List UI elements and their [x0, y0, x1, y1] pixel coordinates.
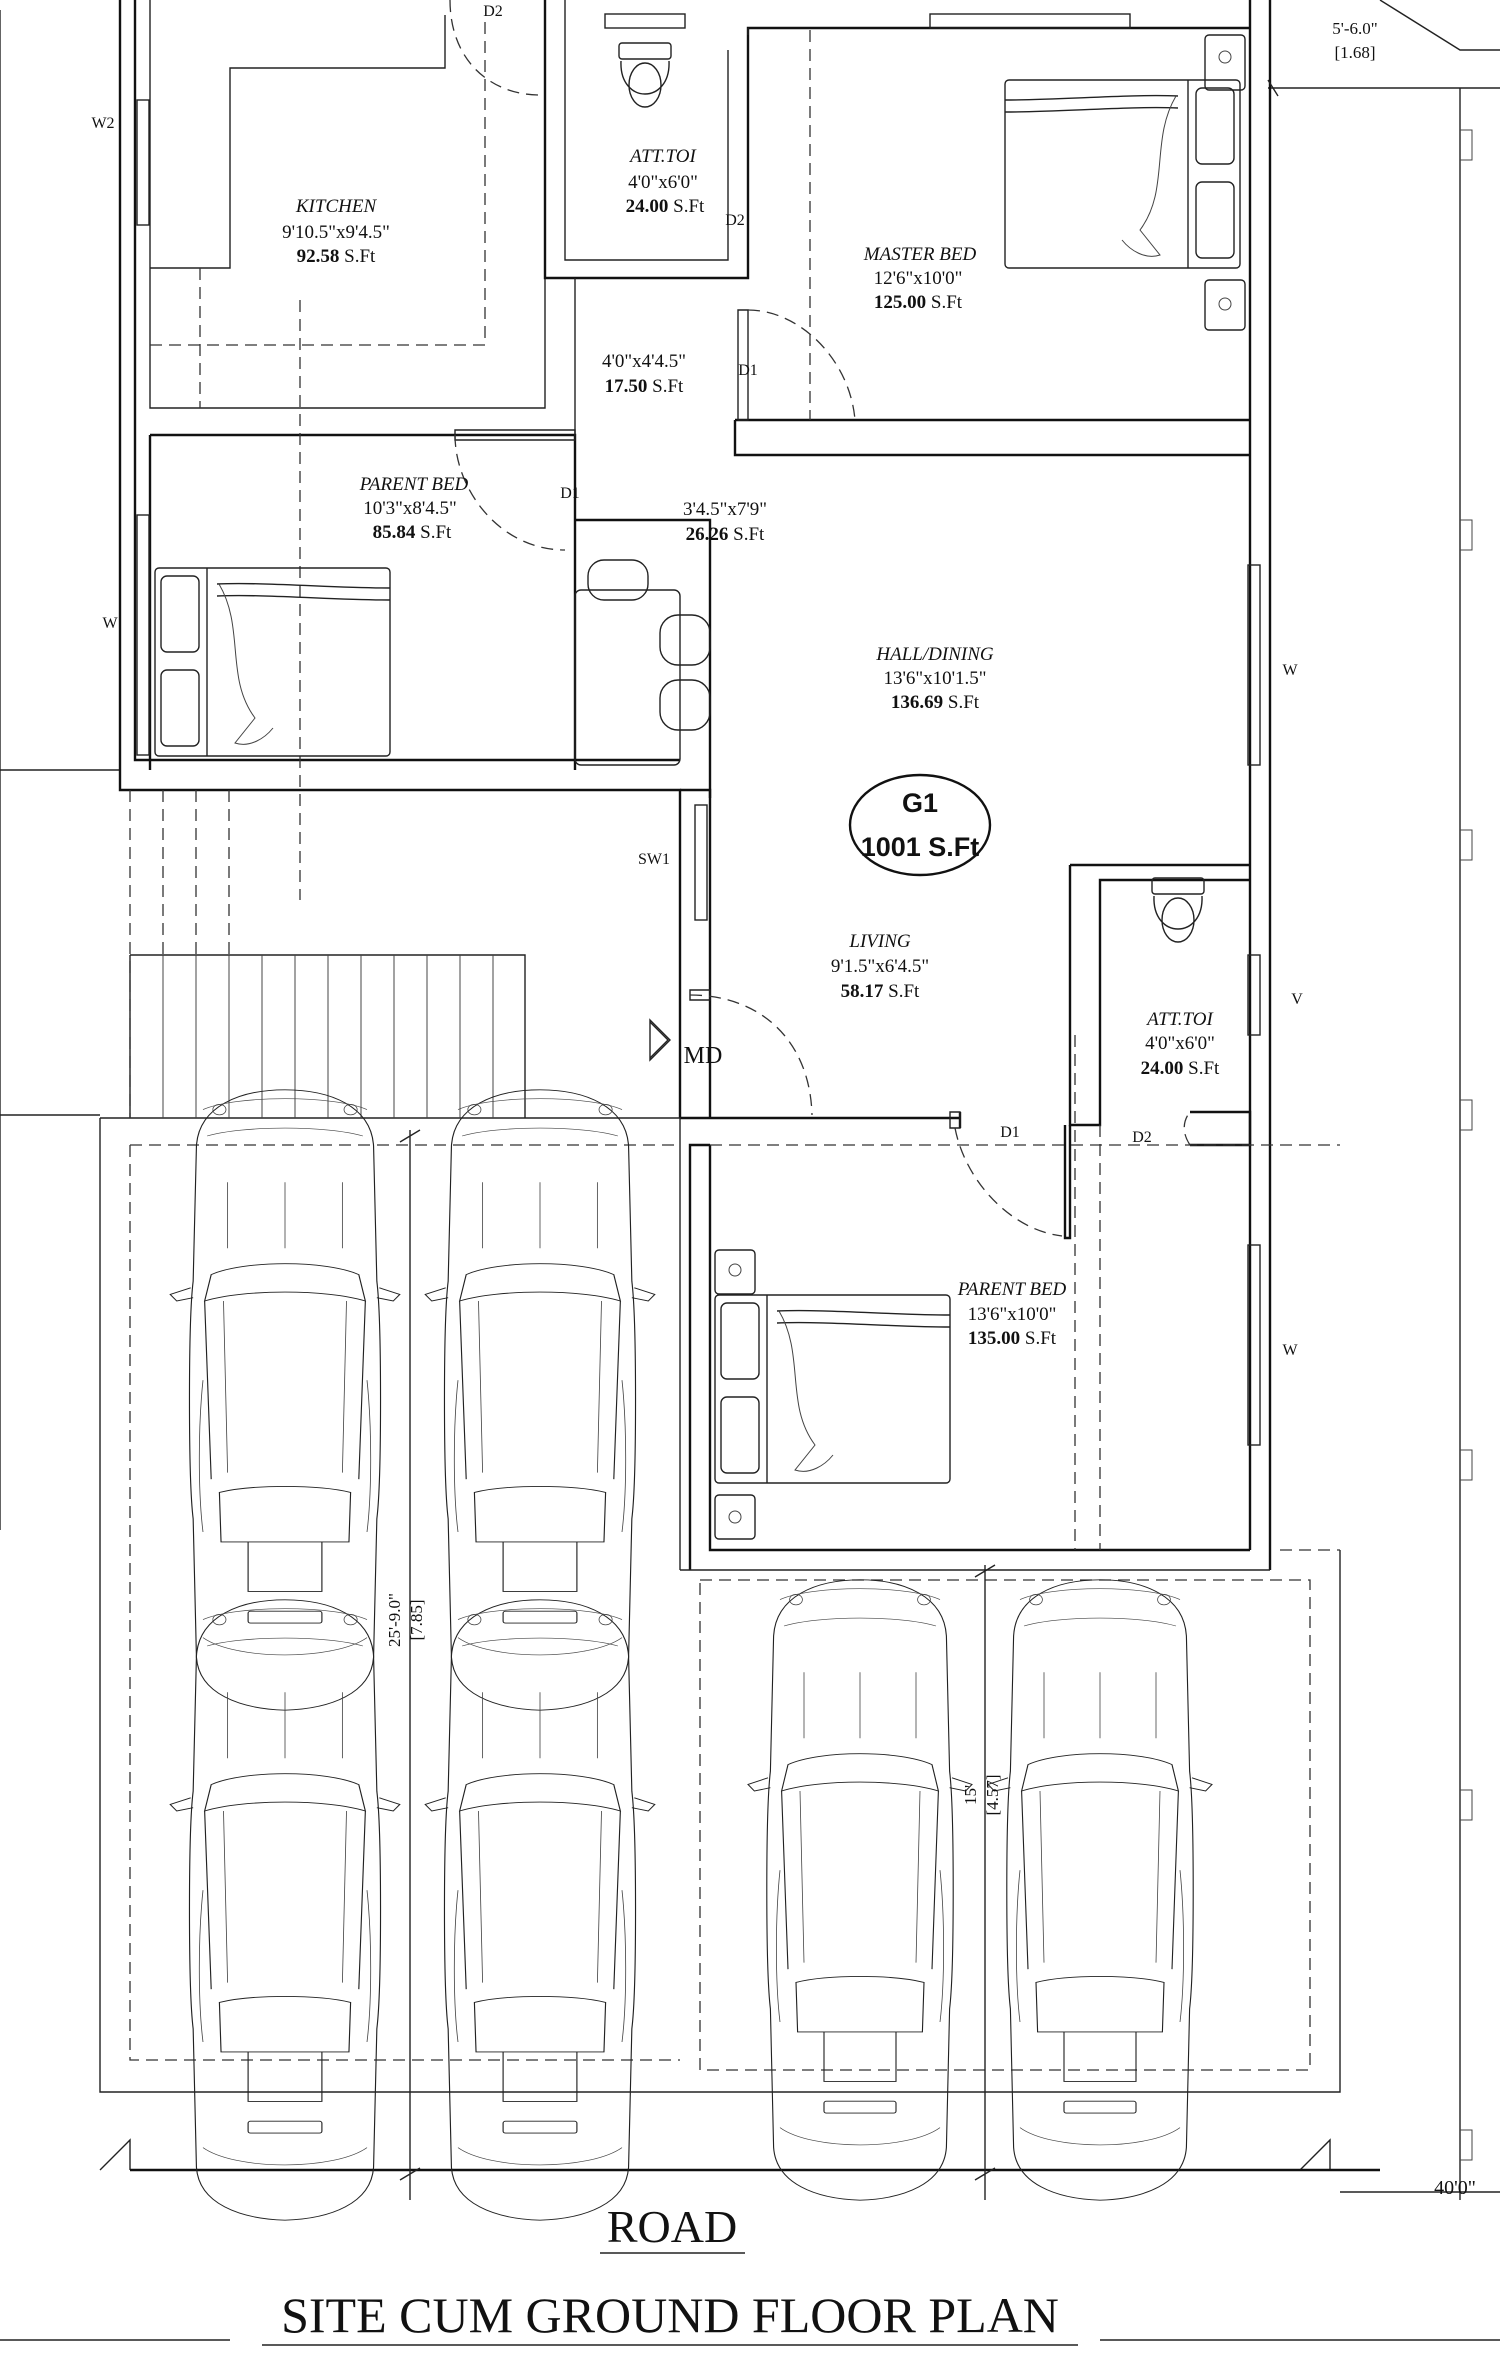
- parent-bed-bottom-size: 13'6"x10'0": [967, 1304, 1057, 1325]
- label-w-hall: W: [1282, 662, 1298, 679]
- dining-nook-area: 26.26 S.Ft: [685, 524, 765, 545]
- label-d1-parent: D1: [560, 485, 580, 502]
- hall-dining-name: HALL/DINING: [876, 644, 994, 665]
- drawing-titles: [262, 2201, 1078, 2345]
- setback-dim: 5'-6.0": [1332, 19, 1378, 38]
- living-size: 9'1.5"x6'4.5": [830, 956, 930, 977]
- label-d1-master: D1: [738, 362, 758, 379]
- hall-dining-size: 13'6"x10'1.5": [883, 668, 987, 689]
- label-d1-bottom: D1: [1000, 1124, 1020, 1141]
- master-bed-name: MASTER BED: [863, 244, 977, 265]
- window-sw1: [695, 805, 707, 920]
- window-parent-bed-top: [137, 515, 149, 755]
- bed-parent-bottom: [715, 1295, 950, 1483]
- bed-master: [1005, 80, 1240, 268]
- doors: [450, 0, 1190, 1236]
- att-toi-top-area: 24.00 S.Ft: [625, 196, 705, 217]
- label-d2-kitchen: D2: [483, 3, 503, 20]
- staircase: [130, 790, 525, 1118]
- parking-right-dim-m: [4.57]: [983, 1774, 1002, 1816]
- hall-dining-area: 136.69 S.Ft: [890, 692, 980, 713]
- att-toi-top-size: 4'0"x6'0": [628, 172, 698, 193]
- parking-left-dim-m: [7.85]: [407, 1599, 426, 1641]
- label-w-left: W: [102, 615, 118, 632]
- parking-right-dim: 15': [961, 1784, 980, 1806]
- bed-parent-top: [155, 568, 390, 756]
- label-w2: W2: [91, 115, 115, 132]
- label-md: MD: [683, 1043, 723, 1069]
- setback-dim-m: [1.68]: [1334, 43, 1376, 62]
- parent-bed-bottom-area: 135.00 S.Ft: [967, 1328, 1057, 1349]
- parking-left-dim: 25'-9.0": [385, 1593, 404, 1647]
- road-label: ROAD: [606, 2201, 738, 2252]
- parent-bed-top-size: 10'3"x8'4.5": [363, 498, 457, 519]
- parent-bed-top-name: PARENT BED: [359, 474, 469, 495]
- living-area: 58.17 S.Ft: [840, 981, 920, 1002]
- unit-badge-name: G1: [901, 788, 939, 818]
- master-bed-area: 125.00 S.Ft: [873, 292, 963, 313]
- passage-area: 17.50 S.Ft: [604, 376, 684, 397]
- parent-bed-bottom-name: PARENT BED: [957, 1279, 1067, 1300]
- toilet-right: [1152, 878, 1204, 942]
- kitchen-size: 9'10.5"x9'4.5": [282, 222, 390, 243]
- kitchen-area: 92.58 S.Ft: [296, 246, 376, 267]
- window-w2: [137, 100, 149, 225]
- att-toi-right-size: 4'0"x6'0": [1145, 1033, 1215, 1054]
- label-sw1: SW1: [638, 851, 670, 868]
- label-d2-bottom: D2: [1132, 1129, 1152, 1146]
- unit-badge-area: 1001 S.Ft: [860, 832, 980, 862]
- dining-nook-size: 3'4.5"x7'9": [682, 499, 768, 520]
- passage-size: 4'0"x4'4.5": [601, 351, 687, 372]
- dimension-labels: [385, 19, 1476, 2199]
- window-master-bed: [930, 14, 1130, 28]
- label-v: V: [1291, 991, 1303, 1008]
- label-d2-att-toi: D2: [725, 212, 745, 229]
- att-toi-top-name: ATT.TOI: [630, 146, 696, 167]
- unit-badge: [850, 775, 990, 875]
- parent-bed-top-area: 85.84 S.Ft: [372, 522, 452, 543]
- toilet-top: [619, 43, 671, 107]
- living-name: LIVING: [849, 931, 911, 952]
- room-labels: [282, 146, 1220, 1349]
- master-bed-size: 12'6"x10'0": [873, 268, 963, 289]
- dining-table: [575, 560, 710, 765]
- drawing-title: SITE CUM GROUND FLOOR PLAN: [281, 2287, 1059, 2343]
- att-toi-right-area: 24.00 S.Ft: [1140, 1058, 1220, 1079]
- window-att-toi: [605, 14, 685, 28]
- att-toi-right-name: ATT.TOI: [1147, 1009, 1213, 1030]
- label-w-bottom: W: [1282, 1342, 1298, 1359]
- site-width-dim: 40'0": [1434, 2177, 1476, 2199]
- kitchen-name: KITCHEN: [295, 196, 377, 217]
